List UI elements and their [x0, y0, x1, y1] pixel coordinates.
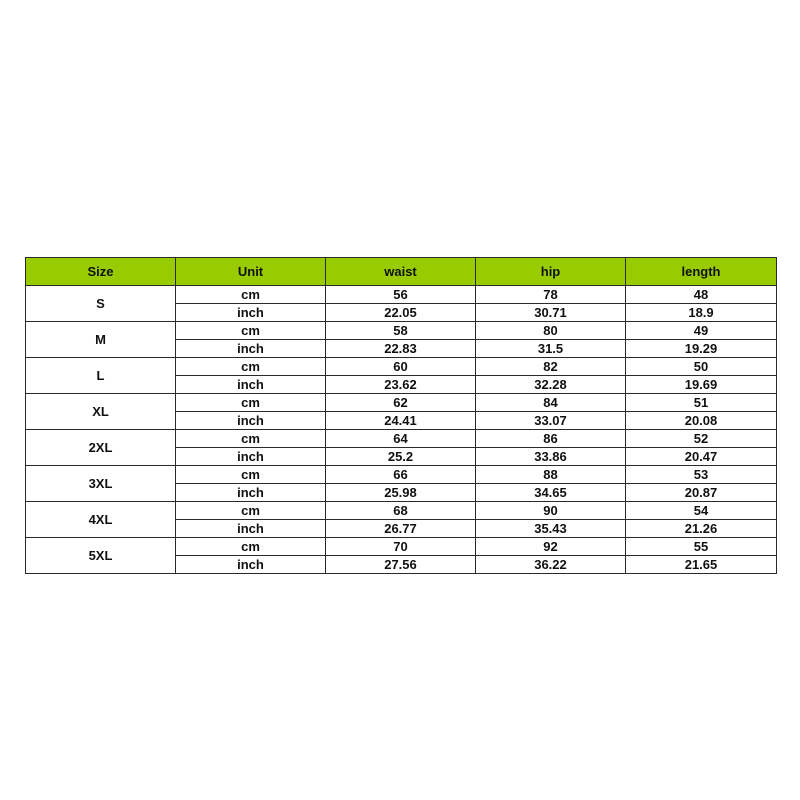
header-row: [26, 258, 777, 286]
hip-cell: 34.65: [476, 484, 626, 502]
header-length: length: [626, 258, 777, 286]
waist-cell: 25.2: [326, 448, 476, 466]
hip-cell: 30.71: [476, 304, 626, 322]
length-cell: 54: [626, 502, 777, 520]
hip-cell: 92: [476, 538, 626, 556]
unit-cell: cm: [176, 358, 326, 376]
size-cell: L: [26, 358, 176, 394]
table-row: [26, 322, 777, 340]
size-cell: 5XL: [26, 538, 176, 574]
hip-cell: 78: [476, 286, 626, 304]
waist-cell: 60: [326, 358, 476, 376]
hip-cell: 33.86: [476, 448, 626, 466]
size-cell: 3XL: [26, 466, 176, 502]
size-chart-table: [25, 257, 777, 574]
waist-cell: 22.83: [326, 340, 476, 358]
size-cell: XL: [26, 394, 176, 430]
length-cell: 50: [626, 358, 777, 376]
length-cell: 20.08: [626, 412, 777, 430]
hip-cell: 33.07: [476, 412, 626, 430]
unit-cell: inch: [176, 556, 326, 574]
waist-cell: 27.56: [326, 556, 476, 574]
unit-cell: cm: [176, 466, 326, 484]
waist-cell: 64: [326, 430, 476, 448]
table-header: [26, 258, 777, 286]
hip-cell: 32.28: [476, 376, 626, 394]
header-hip: hip: [476, 258, 626, 286]
table-row: [26, 538, 777, 556]
length-cell: 48: [626, 286, 777, 304]
table-row: [26, 358, 777, 376]
length-cell: 49: [626, 322, 777, 340]
unit-cell: inch: [176, 520, 326, 538]
hip-cell: 90: [476, 502, 626, 520]
unit-cell: cm: [176, 502, 326, 520]
length-cell: 55: [626, 538, 777, 556]
header-waist: waist: [326, 258, 476, 286]
unit-cell: inch: [176, 340, 326, 358]
hip-cell: 31.5: [476, 340, 626, 358]
table-row: [26, 286, 777, 304]
unit-cell: cm: [176, 538, 326, 556]
length-cell: 19.69: [626, 376, 777, 394]
hip-cell: 82: [476, 358, 626, 376]
waist-cell: 70: [326, 538, 476, 556]
hip-cell: 86: [476, 430, 626, 448]
header-size: Size: [26, 258, 176, 286]
waist-cell: 25.98: [326, 484, 476, 502]
header-unit: Unit: [176, 258, 326, 286]
waist-cell: 62: [326, 394, 476, 412]
unit-cell: cm: [176, 322, 326, 340]
waist-cell: 68: [326, 502, 476, 520]
waist-cell: 26.77: [326, 520, 476, 538]
hip-cell: 36.22: [476, 556, 626, 574]
table-row: [26, 502, 777, 520]
table-body: [26, 286, 777, 574]
waist-cell: 23.62: [326, 376, 476, 394]
unit-cell: inch: [176, 484, 326, 502]
length-cell: 20.87: [626, 484, 777, 502]
unit-cell: cm: [176, 286, 326, 304]
length-cell: 51: [626, 394, 777, 412]
length-cell: 21.65: [626, 556, 777, 574]
length-cell: 18.9: [626, 304, 777, 322]
table-row: [26, 394, 777, 412]
hip-cell: 35.43: [476, 520, 626, 538]
length-cell: 19.29: [626, 340, 777, 358]
length-cell: 52: [626, 430, 777, 448]
hip-cell: 80: [476, 322, 626, 340]
length-cell: 20.47: [626, 448, 777, 466]
size-cell: 4XL: [26, 502, 176, 538]
unit-cell: inch: [176, 412, 326, 430]
waist-cell: 58: [326, 322, 476, 340]
size-cell: 2XL: [26, 430, 176, 466]
hip-cell: 88: [476, 466, 626, 484]
waist-cell: 66: [326, 466, 476, 484]
unit-cell: inch: [176, 376, 326, 394]
size-cell: S: [26, 286, 176, 322]
unit-cell: cm: [176, 430, 326, 448]
unit-cell: inch: [176, 448, 326, 466]
hip-cell: 84: [476, 394, 626, 412]
unit-cell: inch: [176, 304, 326, 322]
unit-cell: cm: [176, 394, 326, 412]
waist-cell: 56: [326, 286, 476, 304]
length-cell: 53: [626, 466, 777, 484]
waist-cell: 24.41: [326, 412, 476, 430]
length-cell: 21.26: [626, 520, 777, 538]
table-row: [26, 430, 777, 448]
table-row: [26, 466, 777, 484]
size-cell: M: [26, 322, 176, 358]
waist-cell: 22.05: [326, 304, 476, 322]
